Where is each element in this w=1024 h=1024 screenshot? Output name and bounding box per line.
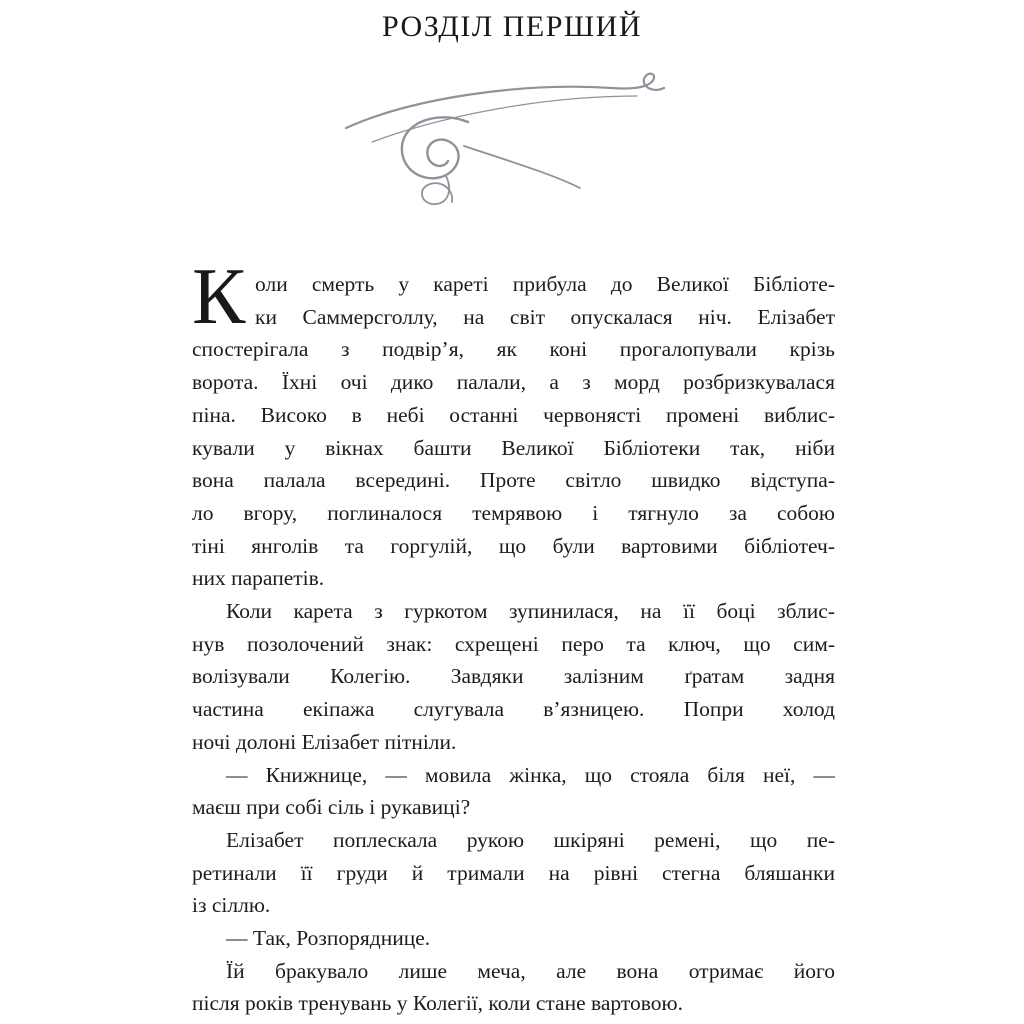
text-line: ло вгору, поглиналося темрявою і тягнуло за собою [192, 500, 835, 525]
text-line: нув позолочений знак: схрещені перо та ключ, що сим- [192, 631, 835, 656]
text-line: піна. Високо в небі останні червонясті промені виблис- [192, 402, 835, 427]
text-line: маєш при собі сіль і рукавиці? [192, 795, 471, 820]
text-line: вона палала всередині. Проте світло швидко відступа- [192, 468, 835, 493]
text-line: після років тренувань у Колегії, коли стане вартовою. [192, 991, 683, 1016]
chapter-title: РОЗДІЛ ПЕРШИЙ [382, 10, 642, 43]
drop-cap: К [192, 253, 246, 341]
text-line: оли смерть у кареті прибула до Великої Бібліоте- [255, 272, 835, 296]
text-line: — Так, Розпоряднице. [226, 926, 431, 951]
text-line: ворота. Їхні очі дико палали, а з морд розбризкувалася [192, 370, 835, 395]
paragraph [192, 824, 835, 922]
paragraph [192, 955, 835, 1020]
text-line: спостерігала з подвір’я, як коні прогалопували крізь [192, 337, 835, 362]
text-line: Коли карета з гуркотом зупинилася, на її боці зблис- [226, 599, 835, 624]
text-line: них парапетів. [192, 566, 325, 591]
text-line: Елізабет поплескала рукою шкіряні ремені, що пе- [226, 827, 835, 852]
paragraph [192, 595, 835, 759]
paragraph [192, 253, 835, 595]
text-line: ретинали її груди й тримали на рівні стегна бляшанки [192, 860, 835, 885]
paragraph [192, 922, 835, 955]
text-line: волізували Колегію. Завдяки залізним ґратам задня [192, 664, 835, 689]
text-line: частина екіпажа слугувала в’язницею. Попри холод [192, 697, 835, 722]
text-line: ночі долоні Елізабет пітніли. [192, 729, 457, 754]
body-text [192, 253, 835, 1020]
text-line: із сіллю. [192, 893, 271, 918]
text-line: кували у вікнах башти Великої Бібліотеки так, ніби [192, 435, 835, 460]
text-line: ки Саммерсголлу, на світ опускалася ніч. Елізабет [255, 304, 835, 329]
paragraph [192, 759, 835, 824]
text-line: Їй бракувало лише меча, але вона отримає його [226, 958, 835, 983]
text-line: тіні янголів та горгулій, що були вартовими бібліотеч- [192, 533, 835, 558]
flourish-ornament-icon [0, 70, 1024, 210]
text-line: — Книжнице, — мовила жінка, що стояла біля неї, — [226, 762, 835, 787]
